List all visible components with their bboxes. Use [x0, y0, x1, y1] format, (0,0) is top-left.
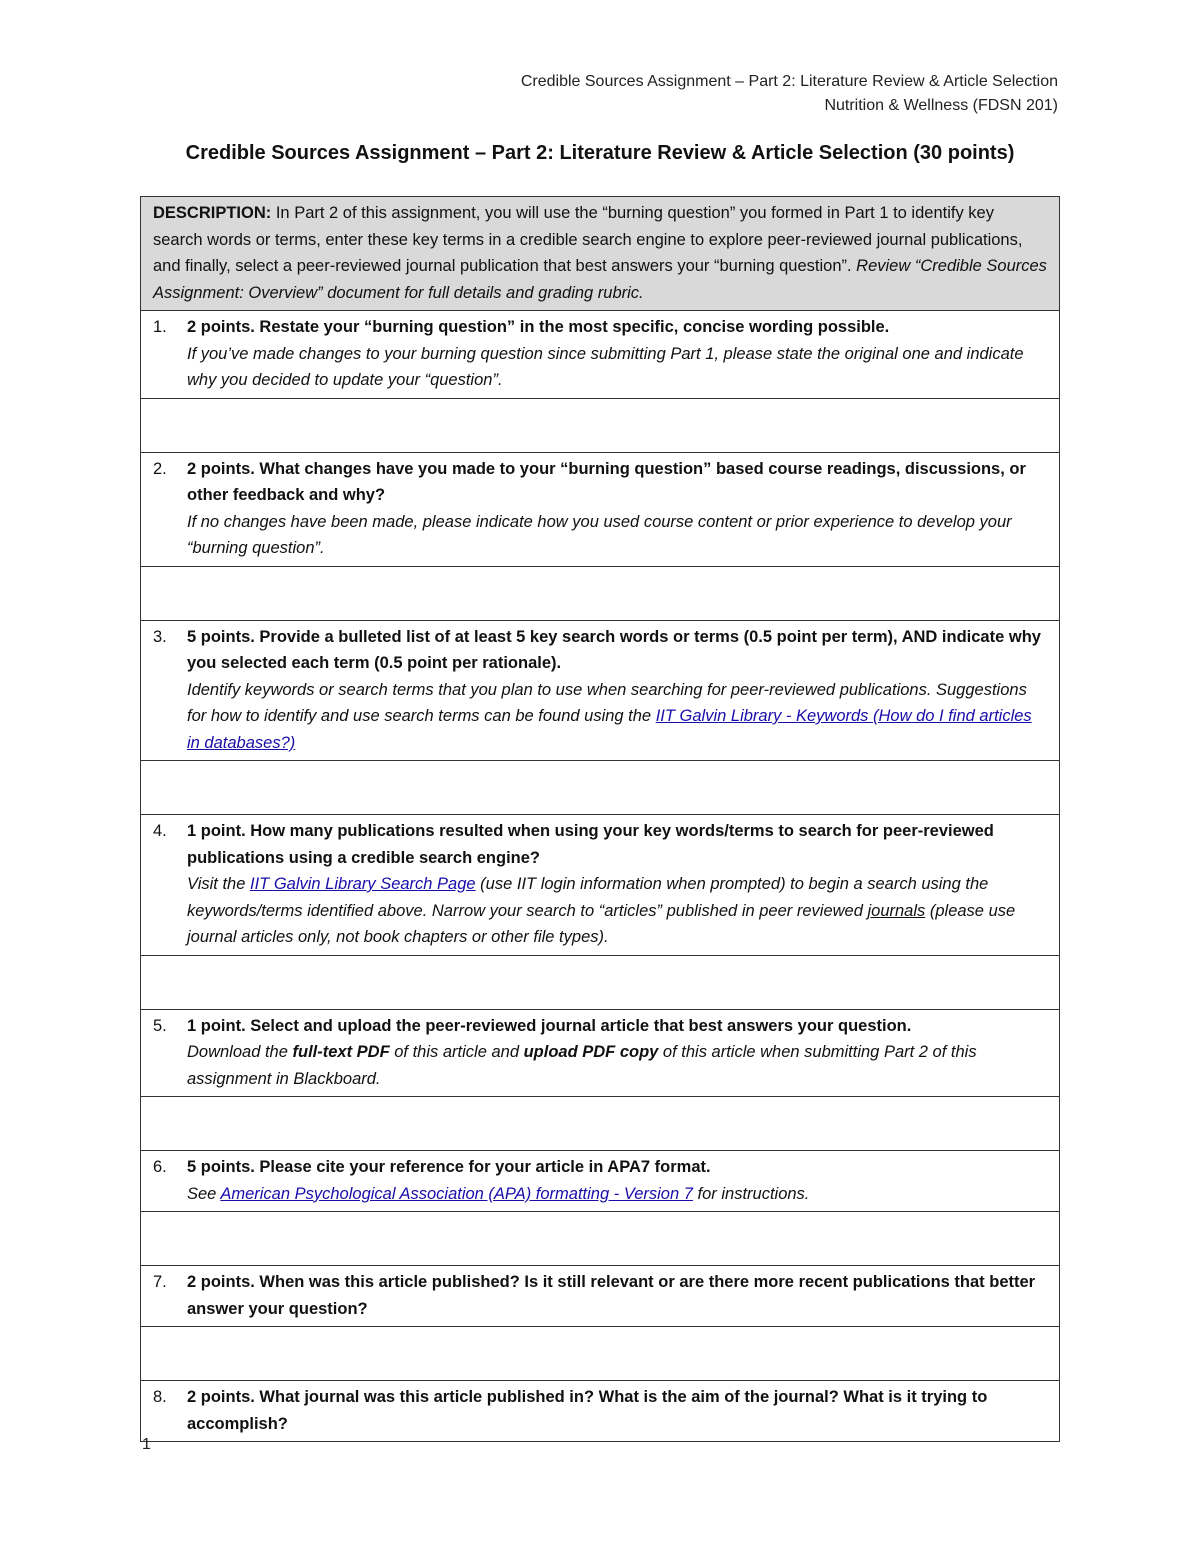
question-hint: Download the — [187, 1043, 293, 1061]
full-text-pdf-strong: full-text PDF — [292, 1043, 390, 1061]
question-4 — [141, 815, 1060, 956]
question-prompt: 2 points. What journal was this article published in? What is the aim of the journal? What is it trying to accomplish? — [187, 1388, 988, 1433]
question-hint: If no changes have been made, please indicate how you used course content or prior experience to develop your “burning question”. — [187, 512, 1012, 557]
answer-box-7[interactable] — [141, 1327, 1060, 1381]
upload-pdf-strong: upload PDF copy — [523, 1043, 659, 1061]
question-prompt: 5 points. Provide a bulleted list of at least 5 key search words or terms (0.5 point per term), AND indicate why you selected each term (0.5 point per rationale). — [187, 627, 1041, 672]
question-number: 5. — [153, 1016, 167, 1035]
question-3 — [141, 620, 1060, 761]
question-1 — [141, 311, 1060, 399]
question-hint: Identify keywords or search terms that you plan to use when searching for peer-reviewed publications. Suggestions for how to identify and use search terms can be found using the — [187, 680, 1027, 725]
header-line-2: Nutrition & Wellness (FDSN 201) — [824, 97, 1058, 114]
page-header — [521, 70, 1058, 118]
question-prompt: 5 points. Please cite your reference for your article in APA7 format. — [187, 1158, 711, 1176]
question-prompt: 2 points. When was this article published? Is it still relevant or are there more recent publications that better answer your question? — [187, 1273, 1036, 1318]
answer-box-1[interactable] — [141, 398, 1060, 452]
question-hint: for instructions. — [692, 1184, 810, 1203]
question-number: 4. — [153, 822, 167, 840]
galvin-keywords-link[interactable]: IIT Galvin Library - Keywords (How do I find articles in databases?) — [187, 707, 1032, 752]
answer-box-6[interactable] — [141, 1212, 1060, 1266]
question-number: 3. — [153, 627, 167, 646]
question-6 — [141, 1151, 1060, 1212]
question-8 — [141, 1381, 1060, 1442]
question-hint: Visit the — [187, 875, 250, 893]
question-number: 1. — [153, 318, 167, 336]
answer-box-4[interactable] — [141, 955, 1060, 1009]
description-label: DESCRIPTION: — [153, 204, 272, 222]
galvin-search-link[interactable]: IIT Galvin Library Search Page — [249, 875, 476, 893]
question-hint: If you’ve made changes to your burning question since submitting Part 1, please state the original one and indicate why you decided to update your “question”. — [187, 344, 1024, 389]
question-prompt: 1 point. Select and upload the peer-reviewed journal article that best answers your question. — [187, 1016, 912, 1035]
question-number: 7. — [153, 1273, 167, 1291]
header-line-1: Credible Sources Assignment – Part 2: Literature Review & Article Selection — [520, 73, 1058, 90]
document-title: Credible Sources Assignment – Part 2: Literature Review & Article Selection (30 points) — [185, 142, 1015, 164]
description-text: In Part 2 of this assignment, you will use the “burning question” you formed in Part 1 to identify key search words or terms, enter these key terms in a credible search engine to explore peer-reviewed journal publications, and finally, select a peer-reviewed journal publication that best answers your “burning question”. — [153, 204, 1023, 275]
apa-format-link[interactable]: American Psychological Association (APA) formatting - Version 7 — [220, 1184, 693, 1203]
answer-box-3[interactable] — [141, 761, 1060, 815]
description-cell — [141, 197, 1060, 311]
question-2 — [141, 452, 1060, 566]
question-number: 6. — [153, 1158, 167, 1176]
question-hint: of this article when submitting Part 2 of this assignment in Blackboard. — [187, 1043, 977, 1088]
question-number: 2. — [153, 459, 167, 478]
question-7 — [141, 1266, 1060, 1327]
question-5 — [141, 1009, 1060, 1097]
answer-box-2[interactable] — [141, 566, 1060, 620]
answer-box-5[interactable] — [141, 1097, 1060, 1151]
question-hint: (please use journal articles only, not book chapters or other file types). — [187, 901, 1016, 946]
page-number: 1 — [142, 1436, 151, 1453]
journals-underlined: journals — [867, 901, 926, 920]
question-hint: of this article and — [389, 1043, 524, 1061]
question-hint: (use IIT login information when prompted) to begin a search using the keywords/terms identified above. Narrow your search to “articles” published in peer reviewed — [187, 875, 989, 920]
question-prompt: 2 points. What changes have you made to your “burning question” based course readings, discussions, or other feedback and why? — [187, 459, 1026, 504]
description-italic: Review “Credible Sources Assignment: Overview” document for full details and grading rubric. — [153, 257, 1047, 302]
assignment-table — [140, 196, 1060, 1442]
question-hint: See — [187, 1184, 221, 1203]
question-number: 8. — [153, 1388, 167, 1406]
question-prompt: 1 point. How many publications resulted when using your key words/terms to search for peer-reviewed publications using a credible search engine? — [187, 822, 994, 867]
question-prompt: 2 points. Restate your “burning question” in the most specific, concise wording possible. — [187, 318, 890, 336]
